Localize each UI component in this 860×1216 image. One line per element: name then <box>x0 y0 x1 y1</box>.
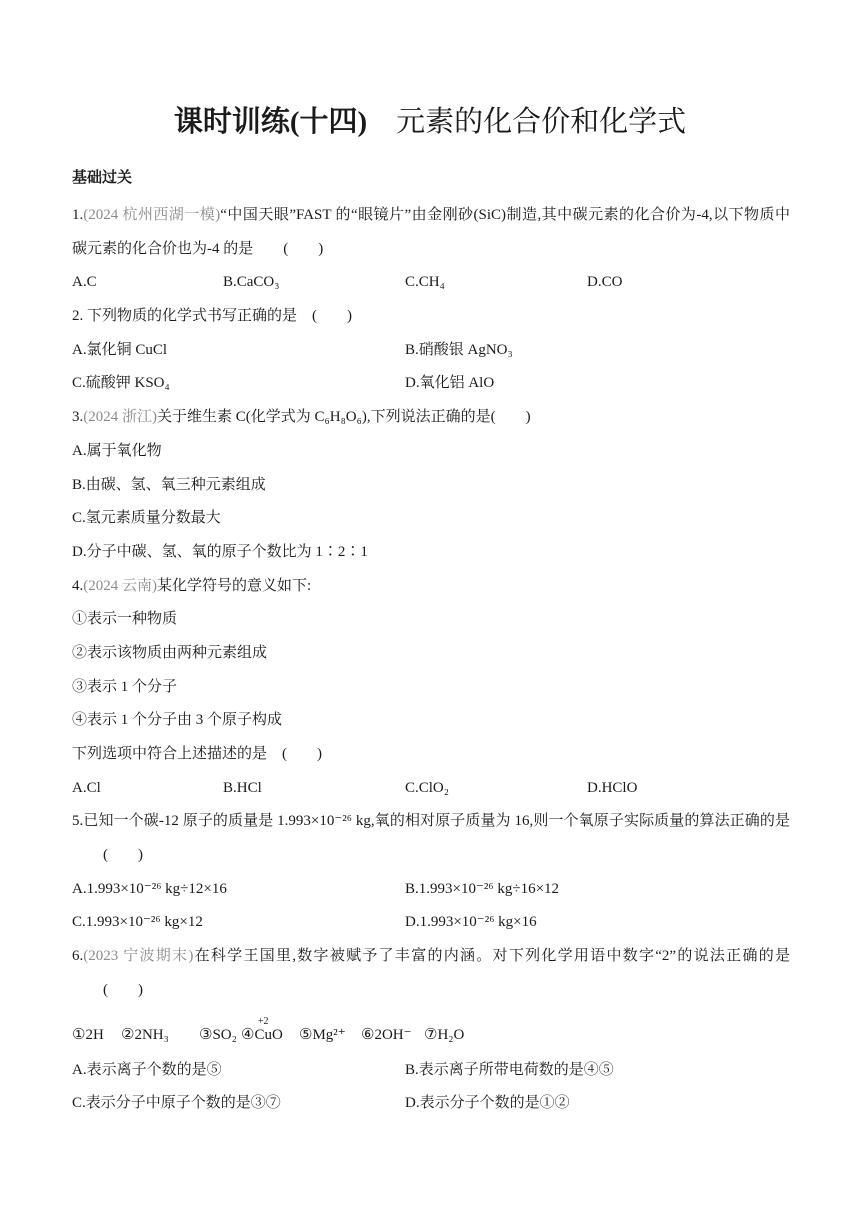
symbol-formula: 2NH₃ <box>134 1026 169 1043</box>
answer-blank: ( ) <box>103 981 143 998</box>
statement-item: ②表示该物质由两种元素组成 <box>72 644 268 661</box>
question-6 <box>72 940 790 1121</box>
option-d: D.1.993×10⁻²⁶ kg×16 <box>405 914 537 931</box>
question-stem-text: 下列物质的化学式书写正确的是 ( ) <box>83 308 352 325</box>
symbol-formula: Mg²⁺ <box>312 1026 346 1043</box>
option-c: C.ClO₂ <box>405 779 449 796</box>
option-b: B.硝酸银 AgNO₃ <box>405 341 513 358</box>
statement-item: ③表示 1 个分子 <box>72 678 178 695</box>
option-d: D.CO <box>587 274 623 291</box>
chem-symbol-item <box>72 1016 104 1054</box>
valence-mark: +2 <box>257 1015 269 1027</box>
question-5 <box>72 805 790 940</box>
symbol-label: ⑦ <box>424 1026 438 1043</box>
chem-symbol-item <box>299 1016 346 1054</box>
answer-blank: ( ) <box>103 847 143 864</box>
question-stem-line <box>72 300 790 334</box>
section-heading: 基础过关 <box>72 169 133 186</box>
option-d: D.分子中碳、氢、氧的原子个数比为 1∶2∶1 <box>72 543 368 560</box>
options-row <box>72 1054 790 1088</box>
option-a: A.C <box>72 274 97 291</box>
title-topic: 元素的化合价和化学式 <box>396 106 687 138</box>
question-source: (2024 浙江) <box>83 409 157 426</box>
symbol-label: ② <box>121 1026 135 1043</box>
symbol-formula: O <box>271 1026 283 1043</box>
chem-symbol-item <box>241 1016 283 1054</box>
option-b: B.1.993×10⁻²⁶ kg÷16×12 <box>405 880 560 897</box>
question-source: (2024 云南) <box>83 577 157 594</box>
option-c: C.表示分子中原子个数的是③⑦ <box>72 1095 281 1112</box>
symbol-formula: 2H <box>85 1026 104 1043</box>
question-2 <box>72 300 790 401</box>
symbol-label: ⑥ <box>361 1026 375 1043</box>
valence-element <box>254 1015 272 1043</box>
question-number: 2. <box>72 308 84 325</box>
options-row <box>72 367 790 401</box>
question-list <box>72 199 790 1121</box>
symbol-label: ⑤ <box>299 1026 313 1043</box>
question-stem-text: 某化学符号的意义如下: <box>157 577 312 594</box>
options-row <box>72 334 790 368</box>
option-d: D.HClO <box>587 779 638 796</box>
option-a: A.属于氧化物 <box>72 442 162 459</box>
question-number: 6. <box>72 948 84 965</box>
symbol-label: ④ <box>241 1026 255 1043</box>
symbol-formula: 2OH⁻ <box>374 1026 412 1043</box>
option-c: C.CH₄ <box>405 274 445 291</box>
question-1 <box>72 199 790 300</box>
question-number: 4. <box>72 577 84 594</box>
option-c: C.氢元素质量分数最大 <box>72 510 221 527</box>
title-main: 课时训练(十四) <box>173 106 368 138</box>
option-d: D.氧化铝 AlO <box>405 375 495 392</box>
question-stem-line <box>72 199 790 233</box>
question-stem-line <box>72 940 790 974</box>
option-b: B.表示离子所带电荷数的是④⑤ <box>405 1061 614 1078</box>
options-row <box>72 873 790 907</box>
valence-element-symbol: Cu <box>254 1026 272 1043</box>
question-stem-text: 关于维生素 C(化学式为 C₆H₈O₆),下列说法正确的是( ) <box>157 409 531 426</box>
chem-symbol-item <box>199 1016 237 1054</box>
chem-symbol-item <box>424 1016 464 1054</box>
symbol-formula: SO₂ <box>212 1026 237 1043</box>
symbol-label: ③ <box>199 1026 213 1043</box>
question-number: 1. <box>72 207 84 223</box>
option-a: A.1.993×10⁻²⁶ kg÷12×16 <box>72 880 227 897</box>
option-b: B.HCl <box>223 779 262 796</box>
question-stem-text: 已知一个碳-12 原子的质量是 1.993×10⁻²⁶ kg,氧的相对原子质量为 16,则一个氧原子实际质量的算法正确的是 <box>83 813 790 830</box>
question-4 <box>72 570 790 806</box>
question-stem-text: “中国天眼”FAST 的“眼镜片”由金刚砂(SiC)制造,其中碳元素的化合价为-4,以下物质中 <box>220 207 790 223</box>
question-stem-line <box>72 401 790 435</box>
symbol-formula: H₂O <box>437 1026 465 1043</box>
question-stem-text: 在科学王国里,数字被赋予了丰富的内涵。对下列化学用语中数字“2”的说法正确的是 <box>193 948 790 965</box>
option-a: A.氯化铜 CuCl <box>72 341 168 358</box>
chem-symbol-item <box>121 1016 169 1054</box>
question-stem-line <box>72 233 790 267</box>
options-row <box>72 266 790 300</box>
option-d: D.表示分子个数的是①② <box>405 1095 570 1112</box>
statement-item: ④表示 1 个分子由 3 个原子构成 <box>72 712 283 729</box>
option-a: A.Cl <box>72 779 101 796</box>
option-c: C.1.993×10⁻²⁶ kg×12 <box>72 914 203 931</box>
question-3 <box>72 401 790 569</box>
option-b: B.由碳、氢、氧三种元素组成 <box>72 476 266 493</box>
question-source: (2024 杭州西湖一模) <box>83 207 221 223</box>
options-row <box>72 772 790 806</box>
question-stem-text: 碳元素的化合价也为-4 的是 ( ) <box>72 240 324 257</box>
question-number: 3. <box>72 409 84 426</box>
question-stem-line <box>72 570 790 604</box>
question-source: (2023 宁波期末) <box>83 948 194 965</box>
chem-symbol-item <box>361 1016 412 1054</box>
options-row <box>72 1087 790 1121</box>
question-number: 5. <box>72 813 84 830</box>
question-prompt: 下列选项中符合上述描述的是 ( ) <box>72 746 322 762</box>
page-title <box>0 102 860 142</box>
option-a: A.表示离子个数的是⑤ <box>72 1061 222 1078</box>
chem-symbols-row <box>72 1016 790 1054</box>
question-stem-line <box>72 805 790 839</box>
options-row <box>72 906 790 940</box>
symbol-label: ① <box>72 1026 86 1043</box>
statement-item: ①表示一种物质 <box>72 611 178 628</box>
option-b: B.CaCO₃ <box>223 274 280 291</box>
option-c: C.硫酸钾 KSO₄ <box>72 375 170 392</box>
